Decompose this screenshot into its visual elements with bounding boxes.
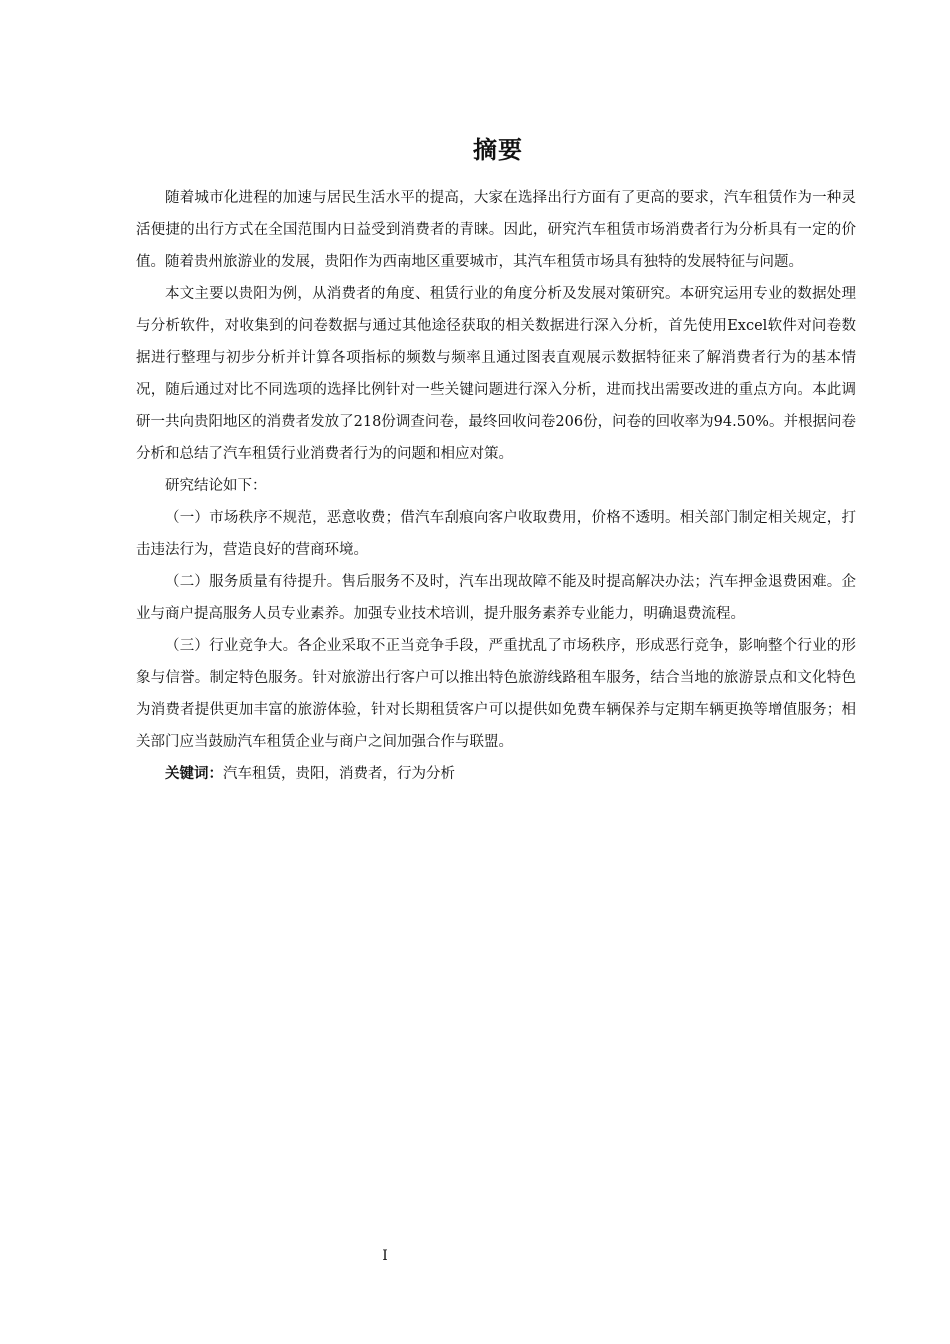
paragraph-conclusion-heading: 研究结论如下： (165, 478, 267, 494)
keywords-text: 汽车租赁，贵阳，消费者，行为分析 (223, 766, 455, 782)
page-number: I (382, 1248, 388, 1264)
page-title: 摘要 (473, 136, 523, 164)
paragraph-methods: 本文主要以贵阳为例，从消费者的角度、租赁行业的角度分析及发展对策研究。本研究运用专业的数据处理与分析软件，对收集到的问卷数据与通过其他途径获取的相关数据进行深入分析，首先使用Excel软件对问卷数据进行整理与初步分析并计算各项指标的频数与频率且通过图表直观展示数据特征来了解消费者行为的基本情况，随后通过对比不同选项的选择比例针对一些关键问题进行深入分析，进而找出需要改进的重点方向。本此调研一共向贵阳地区的消费者发放了218份调查问卷，最终回收问卷206份，问卷的回收率为94.50%。并根据问卷分析和总结了汽车租赁行业消费者行为的问题和相应对策。 (136, 286, 856, 462)
keywords-line (136, 758, 856, 790)
paragraph-intro: 随着城市化进程的加速与居民生活水平的提高，大家在选择出行方面有了更高的要求，汽车租赁作为一种灵活便捷的出行方式在全国范围内日益受到消费者的青睐。因此，研究汽车租赁市场消费者行为分析具有一定的价值。随着贵州旅游业的发展，贵阳作为西南地区重要城市，其汽车租赁市场具有独特的发展特征与问题。 (136, 190, 856, 270)
paragraph-conclusion-3: （三）行业竞争大。各企业采取不正当竞争手段，严重扰乱了市场秩序，形成恶行竞争，影响整个行业的形象与信誉。制定特色服务。针对旅游出行客户可以推出特色旅游线路租车服务，结合当地的旅游景点和文化特色为消费者提供更加丰富的旅游体验，针对长期租赁客户可以提供如免费车辆保养与定期车辆更换等增值服务；相关部门应当鼓励汽车租赁企业与商户之间加强合作与联盟。 (136, 638, 856, 750)
abstract-body (136, 182, 856, 790)
paragraph-conclusion-1: （一）市场秩序不规范，恶意收费；借汽车刮痕向客户收取费用，价格不透明。相关部门制定相关规定，打击违法行为，营造良好的营商环境。 (136, 510, 856, 558)
keywords-label: 关键词： (165, 766, 223, 782)
paragraph-conclusion-2: （二）服务质量有待提升。售后服务不及时，汽车出现故障不能及时提高解决办法；汽车押金退费困难。企业与商户提高服务人员专业素养。加强专业技术培训，提升服务素养专业能力，明确退费流程。 (136, 574, 856, 622)
